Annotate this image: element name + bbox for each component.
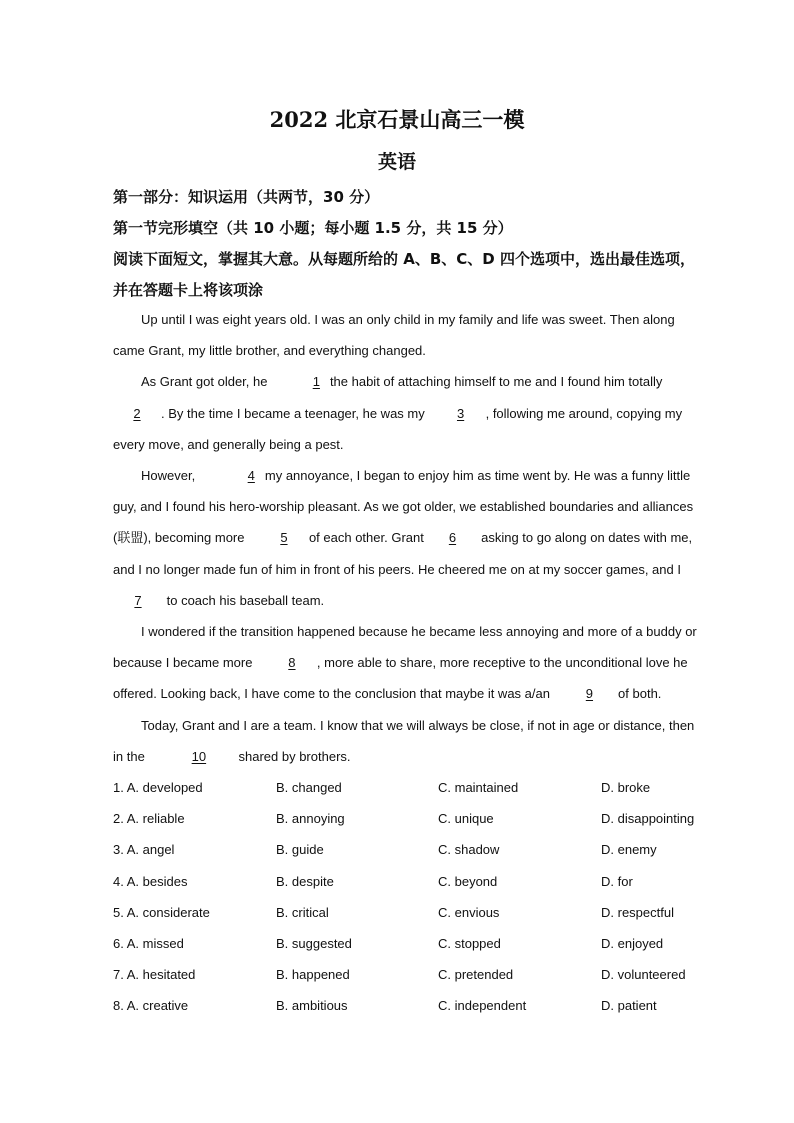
passage-text: of each other. Grant bbox=[308, 530, 424, 546]
option-a: 2. A. reliable bbox=[113, 811, 185, 827]
passage-text: in the bbox=[113, 748, 145, 764]
option-c: C. pretended bbox=[438, 967, 514, 983]
passage-text: (联盟), becoming more bbox=[113, 530, 245, 546]
blank-2: 2 bbox=[133, 405, 141, 421]
passage-line bbox=[113, 585, 693, 616]
blank-3: 3 bbox=[456, 405, 465, 421]
passage-line bbox=[113, 335, 693, 366]
passage-line bbox=[113, 554, 693, 585]
passage-text: . By the time I became a teenager, he was my bbox=[161, 405, 425, 421]
option-a: 3. A. angel bbox=[113, 842, 175, 858]
question-row bbox=[113, 963, 713, 994]
passage-text: and I no longer made fun of him in front of his peers. He cheered me on at my soccer games, and I bbox=[113, 561, 681, 577]
passage-text: I wondered if the transition happened because he became less annoying and more of a buddy or bbox=[141, 624, 697, 640]
passage-text: However, bbox=[141, 468, 196, 484]
passage-text: my annoyance, I began to enjoy him as time went by. He was a funny little bbox=[264, 468, 691, 484]
passage-line bbox=[113, 710, 693, 741]
option-c: C. unique bbox=[438, 811, 494, 827]
question-row bbox=[113, 838, 713, 869]
passage-line bbox=[113, 616, 697, 647]
passage-line bbox=[113, 522, 693, 553]
instruction-line-2: 并在答题卡上将该项涂 bbox=[113, 281, 264, 299]
question-row bbox=[113, 870, 713, 901]
option-b: B. despite bbox=[276, 873, 334, 889]
passage-line bbox=[113, 678, 693, 709]
option-b: B. ambitious bbox=[276, 998, 348, 1014]
passage-text: every move, and generally being a pest. bbox=[113, 436, 344, 452]
option-c: C. stopped bbox=[438, 935, 501, 951]
option-c: C. beyond bbox=[438, 873, 498, 889]
option-d: D. respectful bbox=[601, 904, 674, 920]
passage-text: of both. bbox=[618, 686, 662, 702]
option-b: B. happened bbox=[276, 967, 350, 983]
option-d: D. volunteered bbox=[601, 967, 686, 983]
passage-text: Today, Grant and I are a team. I know that we will always be close, if not in age or distance, then bbox=[141, 717, 695, 733]
passage-text: came Grant, my little brother, and everything changed. bbox=[113, 343, 426, 359]
passage bbox=[113, 304, 697, 772]
part-heading: 第一部分：知识运用（共两节，30 分） bbox=[113, 188, 380, 206]
passage-text: to coach his baseball team. bbox=[166, 592, 325, 608]
option-c: C. envious bbox=[438, 904, 500, 920]
subject-title: 英语 bbox=[377, 151, 416, 173]
option-c: C. independent bbox=[438, 998, 527, 1014]
passage-text: As Grant got older, he bbox=[141, 374, 268, 390]
question-row bbox=[113, 994, 713, 1025]
option-a: 6. A. missed bbox=[113, 935, 184, 951]
section-heading: 第一节完形填空（共 10 小题；每小题 1.5 分，共 15 分） bbox=[113, 219, 513, 237]
passage-text: Up until I was eight years old. I was an only child in my family and life was sweet. Then along bbox=[141, 312, 675, 327]
blank-8: 8 bbox=[288, 655, 296, 671]
option-b: B. annoying bbox=[276, 811, 345, 827]
passage-text: shared by brothers. bbox=[238, 748, 351, 764]
passage-text: asking to go along on dates with me, bbox=[481, 530, 693, 546]
passage-text: , more able to share, more receptive to the unconditional love he bbox=[316, 655, 688, 671]
blank-9: 9 bbox=[585, 686, 594, 702]
option-b: B. changed bbox=[276, 780, 342, 795]
passage-text: because I became more bbox=[113, 655, 253, 671]
option-d: D. for bbox=[601, 873, 633, 889]
passage-text: offered. Looking back, I have come to the conclusion that maybe it was a/an bbox=[113, 686, 550, 702]
option-b: B. critical bbox=[276, 904, 329, 920]
option-a: 8. A. creative bbox=[113, 998, 189, 1014]
passage-text: , following me around, copying my bbox=[485, 405, 683, 421]
option-a: 4. A. besides bbox=[113, 873, 188, 889]
passage-line bbox=[113, 304, 693, 335]
option-a: 7. A. hesitated bbox=[113, 967, 196, 983]
option-a: 1. A. developed bbox=[113, 780, 203, 795]
option-d: D. patient bbox=[601, 998, 657, 1014]
option-d: D. enemy bbox=[601, 842, 657, 858]
blank-4: 4 bbox=[247, 468, 255, 484]
passage-line bbox=[113, 429, 693, 460]
question-row bbox=[113, 776, 713, 807]
option-c: C. shadow bbox=[438, 842, 500, 858]
passage-line bbox=[113, 491, 693, 522]
blank-10: 10 bbox=[191, 748, 207, 764]
answer-options bbox=[113, 776, 713, 1026]
question-row bbox=[113, 901, 713, 932]
passage-line bbox=[113, 460, 693, 491]
passage-line bbox=[113, 647, 693, 678]
passage-line bbox=[113, 366, 693, 397]
blank-7: 7 bbox=[134, 592, 142, 608]
blank-5: 5 bbox=[280, 530, 288, 546]
option-d: D. broke bbox=[601, 780, 651, 795]
question-row bbox=[113, 932, 713, 963]
instruction-line-1: 阅读下面短文，掌握其大意。从每题所给的 A、B、C、D 四个选项中，选出最佳选项， bbox=[113, 250, 695, 268]
option-a: 5. A. considerate bbox=[113, 904, 210, 920]
option-d: D. disappointing bbox=[601, 811, 695, 827]
passage-text: the habit of attaching himself to me and I found him totally bbox=[329, 374, 663, 390]
option-b: B. guide bbox=[276, 842, 324, 858]
passage-line bbox=[113, 741, 693, 772]
blank-1: 1 bbox=[312, 374, 320, 390]
option-b: B. suggested bbox=[276, 935, 352, 951]
option-c: C. maintained bbox=[438, 780, 519, 795]
exam-title: 2022 北京石景山高三一模 bbox=[269, 107, 525, 132]
option-d: D. enjoyed bbox=[601, 935, 664, 951]
question-row bbox=[113, 807, 713, 838]
blank-6: 6 bbox=[448, 530, 457, 546]
passage-line bbox=[113, 398, 693, 429]
passage-text: guy, and I found his hero-worship pleasant. As we got older, we established boundaries and alliances bbox=[113, 499, 694, 515]
